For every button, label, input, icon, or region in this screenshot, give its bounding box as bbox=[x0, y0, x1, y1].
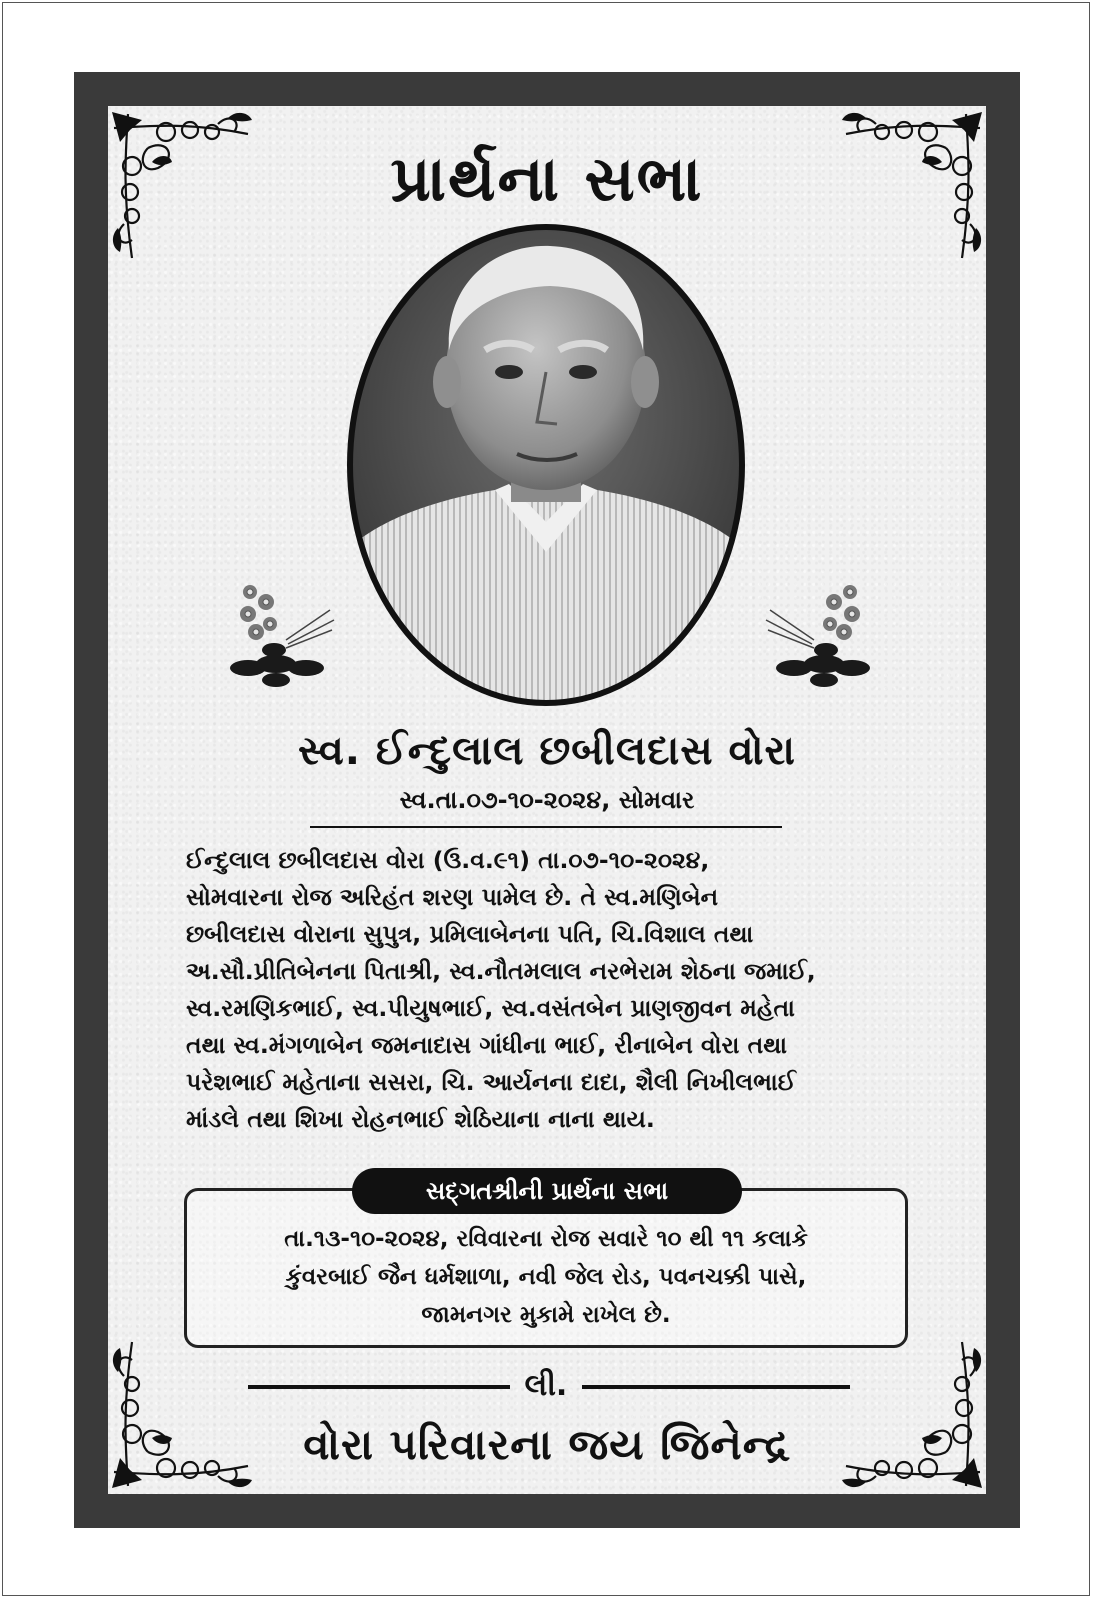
obituary-text bbox=[186, 842, 916, 1138]
deceased-name: સ્વ. ઈન્દુલાલ છબીલદાસ વોરા bbox=[298, 728, 796, 774]
meeting-line: કુંવરબાઈ જૈન ધર્મશાળા, નવી જેલ રોડ, પવનચક્કી પાસે, bbox=[285, 1264, 807, 1290]
obituary-line: અ.સૌ.પ્રીતિબેનના પિતાશ્રી, સ્વ.નૌતમલાલ નરભેરામ શેઠના જમાઈ, bbox=[186, 957, 816, 985]
closing-greeting: વોરા પરિવારના જય જિનેન્દ્ર bbox=[303, 1420, 791, 1469]
obituary-line: પરેશભાઈ મહેતાના સસરા, ચિ. આર્યનના દાદા, શૈલી નિખીલભાઈ bbox=[186, 1068, 796, 1096]
obituary-line: સ્વ.રમણિકભાઈ, સ્વ.પીયુષભાઈ, સ્વ.વસંતબેન પ્રાણજીવન મહેતા bbox=[186, 994, 795, 1022]
divider bbox=[582, 1385, 850, 1389]
divider bbox=[248, 1385, 510, 1389]
flower-offering-icon bbox=[754, 580, 874, 700]
obituary-line: સોમવારના રોજ અરિહંત શરણ પામેલ છે. તે સ્વ.મણિબેન bbox=[186, 883, 719, 911]
flower-offering-icon bbox=[226, 580, 346, 700]
meeting-heading: સદ્ગતશ્રીની પ્રાર્થના સભા bbox=[352, 1168, 742, 1214]
meeting-line: જામનગર મુકામે રાખેલ છે. bbox=[421, 1302, 671, 1328]
obituary-line: છબીલદાસ વોરાના સુપુત્ર, પ્રમિલાબેનના પતિ, ચિ.વિશાલ તથા bbox=[186, 920, 754, 948]
obituary-line: માંડલે તથા શિખા રોહનભાઈ શેઠિયાના નાના થાય. bbox=[186, 1105, 655, 1133]
death-date: સ્વ.તા.૦૭-૧૦-૨૦૨૪, સોમવાર bbox=[399, 786, 695, 814]
portrait-photo bbox=[345, 222, 747, 708]
obituary-line: તથા સ્વ.મંગળાબેન જમનાદાસ ગાંધીના ભાઈ, રીનાબેન વોરા તથા bbox=[186, 1031, 787, 1059]
meeting-line: તા.૧૩-૧૦-૨૦૨૪, રવિવારના રોજ સવારે ૧૦ થી ૧૧ કલાકે bbox=[284, 1226, 808, 1252]
signoff-li: લી. bbox=[524, 1368, 568, 1403]
page-title: પ્રાર્થના સભા bbox=[390, 142, 704, 215]
obituary-line: ઈન્દુલાલ છબીલદાસ વોરા (ઉ.વ.૯૧) તા.૦૭-૧૦-૨૦૨૪, bbox=[186, 846, 710, 874]
divider bbox=[310, 826, 782, 828]
